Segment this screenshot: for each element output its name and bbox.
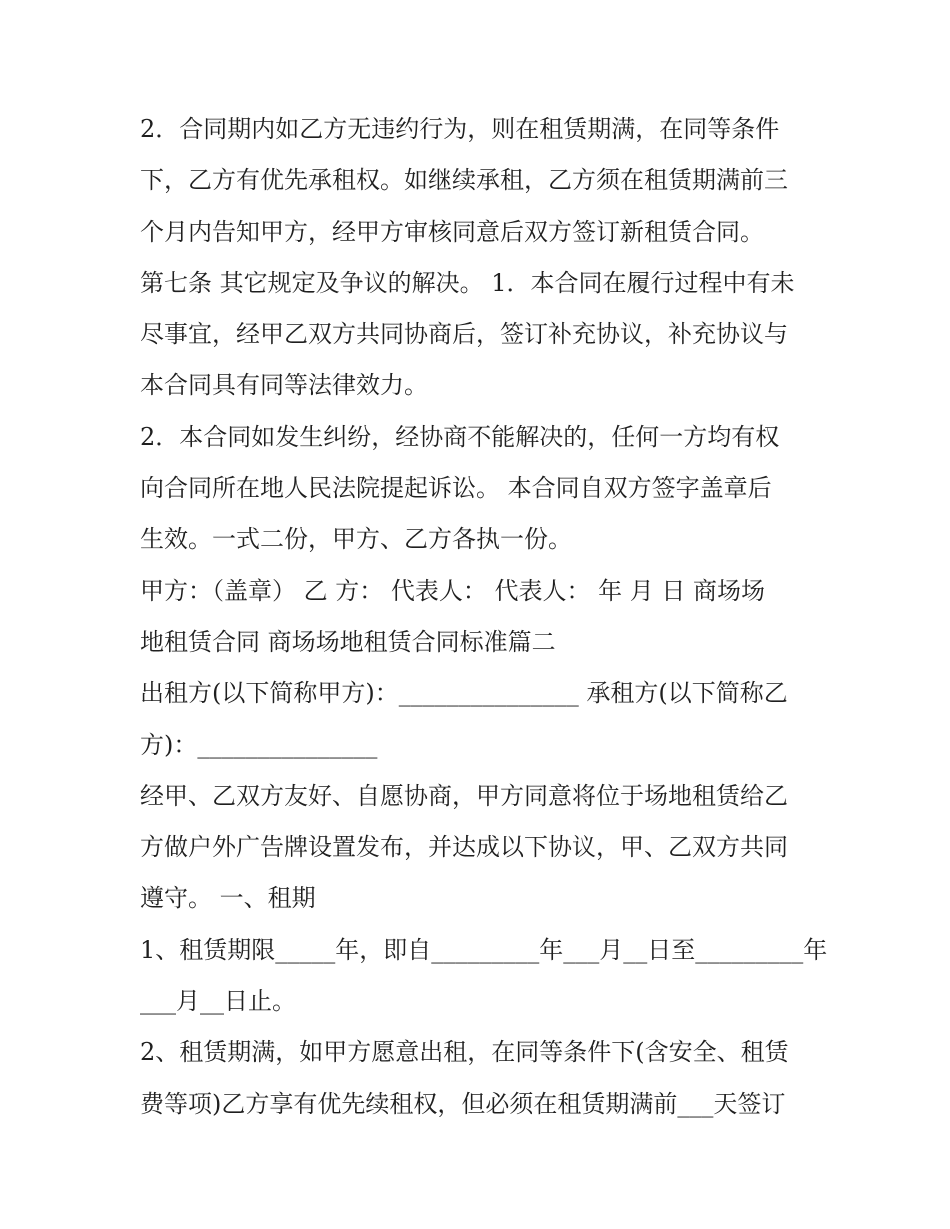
lessor-line: 出租方(以下简称甲方)：_______________ 承租方(以下简称乙 [140, 679, 788, 708]
text-line: 个月内告知甲方，经甲方审核同意后双方签订新租赁合同。 [140, 217, 764, 246]
signature-line: 甲方：（盖章） 乙 方： 代表人： 代表人： 年 月 日 商场场 [140, 576, 766, 605]
contract-text [140, 104, 830, 1130]
text-line: 本合同具有同等法律效力。 [140, 371, 428, 400]
text-line: 经甲、乙双方友好、自愿协商，甲方同意将位于场地租赁给乙 [140, 781, 788, 810]
text-line: 1、租赁期限_____年，即自_________年___月__日至_________年 [140, 935, 828, 964]
text-line: 方做户外广告牌设置发布，并达成以下协议，甲、乙双方共同 [140, 833, 788, 862]
text-line: 2．合同期内如乙方无违约行为，则在租赁期满，在同等条件 [140, 115, 780, 143]
text-line: 2．本合同如发生纠纷，经协商不能解决的，任何一方均有权 [140, 422, 780, 451]
lessee-line: 方)：_______________ [140, 730, 378, 759]
section-heading: 地租赁合同 商场场地租赁合同标准篇二 [140, 627, 556, 656]
text-line: 下，乙方有优先承租权。如继续承租，乙方须在租赁期满前三 [140, 166, 788, 195]
text-line: ___月__日止。 [140, 987, 296, 1016]
text-line: 向合同所在地人民法院提起诉讼。 本合同自双方签字盖章后 [140, 474, 772, 503]
text-line: 尽事宜，经甲乙双方共同协商后，签订补充协议，补充协议与 [140, 320, 788, 349]
text-line: 2、租赁期满，如甲方愿意出租，在同等条件下(含安全、租赁 [140, 1038, 789, 1067]
text-line: 第七条 其它规定及争议的解决。 1．本合同在履行过程中有未 [140, 268, 795, 297]
text-line: 遵守。 一、租期 [140, 884, 316, 913]
text-line: 费等项)乙方享有优先续租权，但必须在租赁期满前___天签订 [140, 1089, 786, 1118]
text-line: 生效。一式二份，甲方、乙方各执一份。 [140, 525, 572, 554]
